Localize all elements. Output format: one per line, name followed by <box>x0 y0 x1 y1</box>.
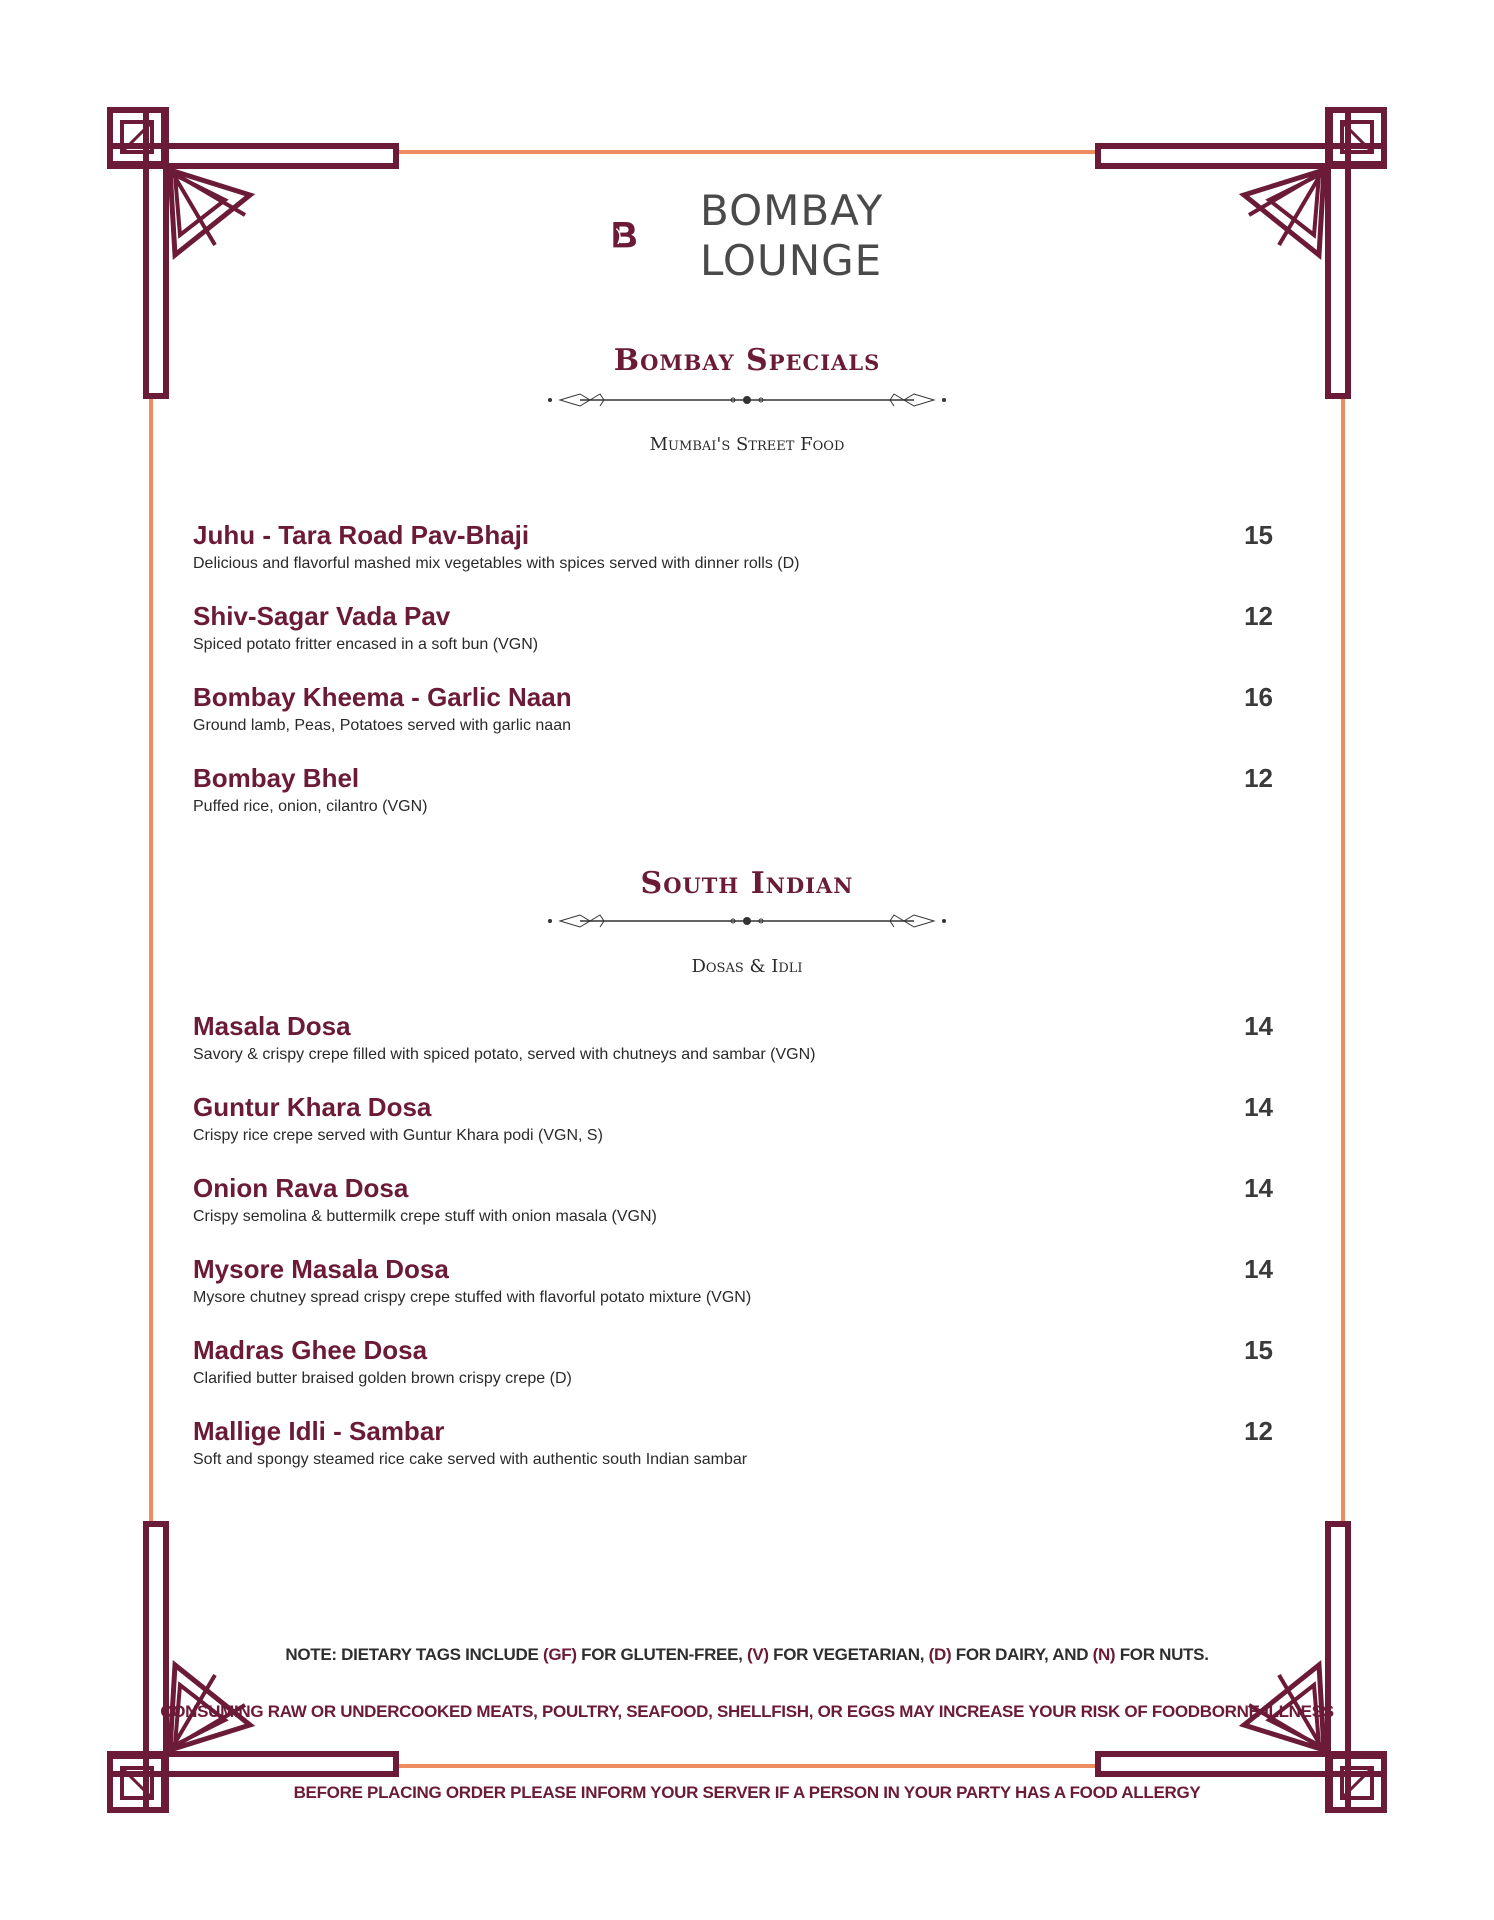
menu-item <box>193 520 1273 576</box>
note-text: FOR GLUTEN-FREE, <box>576 1645 747 1664</box>
item-name: Onion Rava Dosa <box>193 1173 409 1203</box>
item-description: Mysore chutney spread crispy crepe stuffed with flavorful potato mixture (VGN) <box>193 1289 752 1306</box>
item-price: 14 <box>1244 1173 1273 1203</box>
menu-item <box>193 1416 1273 1472</box>
item-description: Savory & crispy crepe filled with spiced potato, served with chutneys and sambar (VGN) <box>193 1046 816 1063</box>
item-description: Spiced potato fritter encased in a soft bun (VGN) <box>193 636 539 653</box>
item-price: 16 <box>1244 682 1273 712</box>
item-price: 14 <box>1244 1092 1273 1122</box>
item-description: Crispy rice crepe served with Guntur Khara podi (VGN, S) <box>193 1127 603 1144</box>
item-description: Ground lamb, Peas, Potatoes served with garlic naan <box>193 717 571 734</box>
dietary-tags-note <box>0 1645 1494 1665</box>
menu-item <box>193 1254 1273 1310</box>
menu-item <box>193 763 1273 819</box>
menu-item <box>193 682 1273 738</box>
note-text: FOR VEGETARIAN, <box>768 1645 929 1664</box>
item-name: Guntur Khara Dosa <box>193 1092 432 1122</box>
item-price: 15 <box>1244 520 1273 550</box>
item-name: Masala Dosa <box>193 1011 351 1041</box>
allergy-notice: BEFORE PLACING ORDER PLEASE INFORM YOUR SERVER IF A PERSON IN YOUR PARTY HAS A FOOD ALLERGY <box>293 1783 1201 1802</box>
item-price: 12 <box>1244 601 1273 631</box>
item-name: Mallige Idli - Sambar <box>193 1416 445 1446</box>
item-name: Bombay Bhel <box>193 763 360 793</box>
item-name: Shiv-Sagar Vada Pav <box>193 601 451 631</box>
item-price: 14 <box>1244 1254 1273 1284</box>
bombay-lounge-logo-icon <box>612 182 692 286</box>
item-description: Delicious and flavorful mashed mix vegetables with spices served with dinner rolls (D) <box>193 555 800 572</box>
menu-item <box>193 1011 1273 1067</box>
menu-item <box>193 1092 1273 1148</box>
item-name: Bombay Kheema - Garlic Naan <box>193 682 572 712</box>
tag-n: (N) <box>1092 1645 1116 1664</box>
note-text: NOTE: DIETARY TAGS INCLUDE <box>285 1645 543 1664</box>
menu-item <box>193 1173 1273 1229</box>
item-name: Mysore Masala Dosa <box>193 1254 449 1284</box>
section-title-south-indian: South Indian <box>640 866 854 901</box>
brand-line-2: LOUNGE <box>700 236 883 285</box>
consumption-warning: CONSUMING RAW OR UNDERCOOKED MEATS, POULTRY, SEAFOOD, SHELLFISH, OR EGGS MAY INCREASE YOUR RISK OF FOODBORNE ILLNESS <box>160 1702 1334 1721</box>
tag-gf: (GF) <box>542 1645 577 1664</box>
corner-ornament-bottom-left <box>110 1524 396 1810</box>
item-name: Madras Ghee Dosa <box>193 1335 428 1365</box>
item-name: Juhu - Tara Road Pav-Bhaji <box>193 520 530 550</box>
brand-line-1: BOMBAY <box>700 186 884 235</box>
item-description: Clarified butter braised golden brown crispy crepe (D) <box>193 1370 572 1387</box>
note-text: FOR NUTS. <box>1115 1645 1209 1664</box>
item-price: 15 <box>1244 1335 1273 1365</box>
corner-ornament-bottom-right <box>1098 1524 1384 1810</box>
item-description: Puffed rice, onion, cilantro (VGN) <box>193 798 428 815</box>
tag-v: (V) <box>746 1645 769 1664</box>
tag-d: (D) <box>928 1645 952 1664</box>
item-description: Crispy semolina & buttermilk crepe stuff with onion masala (VGN) <box>193 1208 657 1225</box>
section-title-bombay-specials: Bombay Specials <box>613 343 881 378</box>
item-price: 12 <box>1244 1416 1273 1446</box>
brand-wordmark <box>700 186 883 286</box>
ornamental-divider <box>540 911 954 931</box>
menu-item <box>193 1335 1273 1391</box>
section-subtitle-street-food: Mumbai's Street Food <box>649 434 845 455</box>
section-subtitle-dosas-idli: Dosas & Idli <box>691 956 803 977</box>
item-price: 14 <box>1244 1011 1273 1041</box>
item-price: 12 <box>1244 763 1273 793</box>
note-text: FOR DAIRY, AND <box>951 1645 1093 1664</box>
menu-item <box>193 601 1273 657</box>
ornamental-divider <box>540 390 954 410</box>
item-description: Soft and spongy steamed rice cake served with authentic south Indian sambar <box>193 1451 748 1468</box>
